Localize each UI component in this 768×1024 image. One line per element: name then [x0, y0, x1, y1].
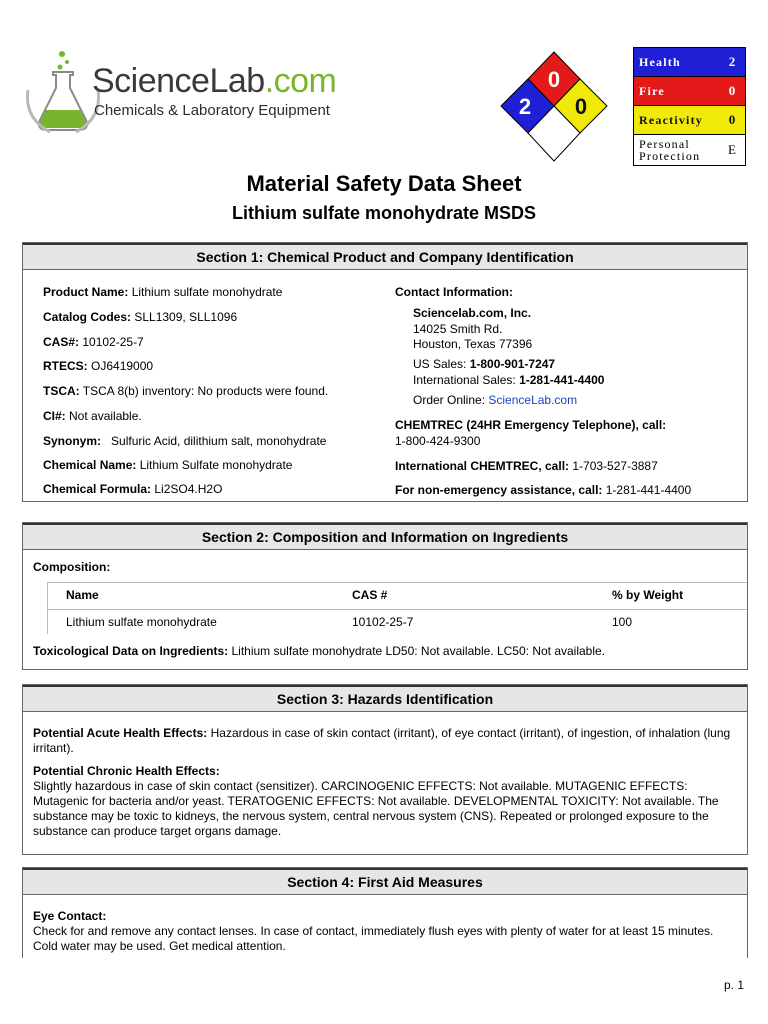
field-key: Product Name:	[43, 285, 129, 299]
field-value: 10102-25-7	[79, 335, 144, 349]
chronic-effects-label	[33, 764, 735, 779]
contact-label-text: Contact Information:	[395, 285, 513, 299]
field-key: Synonym:	[43, 434, 102, 448]
field-value: TSCA 8(b) inventory: No products were found.	[79, 384, 329, 398]
hazard-label-line2: Protection	[639, 149, 701, 163]
acute-effects-label: Potential Acute Health Effects:	[33, 726, 208, 740]
intl-sales	[413, 373, 604, 388]
hazard-label	[634, 138, 719, 162]
field-key: Catalog Codes:	[43, 310, 132, 324]
hazard-label: Reactivity	[639, 113, 703, 127]
field-key: TSCA:	[43, 384, 80, 398]
nfpa-diamond	[498, 50, 610, 164]
field-tsca	[43, 384, 328, 399]
document-subtitle: Lithium sulfate monohydrate MSDS	[231, 203, 537, 223]
order-online-label: Order Online:	[413, 393, 489, 407]
hazard-value: 0	[728, 83, 736, 98]
table-header-name: Name	[66, 588, 99, 602]
composition-label	[33, 560, 110, 575]
section-1	[22, 242, 748, 502]
field-ci	[43, 409, 142, 424]
section-3	[22, 684, 748, 855]
section-header: Section 3: Hazards Identification	[23, 685, 747, 712]
chronic-effects-label-text: Potential Chronic Health Effects:	[33, 764, 220, 778]
field-product-name	[43, 285, 282, 300]
hazard-label: Fire	[639, 84, 665, 98]
field-value: Lithium sulfate monohydrate	[128, 285, 283, 299]
field-key: RTECS:	[43, 359, 88, 373]
logo-brand-lab: Lab	[209, 62, 265, 100]
field-synonym	[43, 434, 326, 449]
order-online	[413, 393, 577, 408]
hazard-value: E	[728, 142, 736, 157]
field-chemical-name	[43, 458, 292, 473]
field-value: Not available.	[65, 409, 142, 423]
us-sales-phone: 1-800-901-7247	[469, 357, 556, 371]
hazard-row-personal-protection	[634, 135, 745, 165]
order-online-link[interactable]: ScienceLab.com	[488, 393, 578, 407]
field-value: Lithium Sulfate monohydrate	[136, 458, 293, 472]
logo-brand-text	[92, 62, 336, 100]
field-chemical-formula	[43, 482, 222, 497]
logo-tagline: Chemicals & Laboratory Equipment	[94, 102, 330, 119]
field-cas	[43, 335, 144, 350]
us-sales	[413, 357, 555, 372]
nfpa-reactivity-value: 0	[574, 94, 588, 119]
hazard-value: 2	[728, 54, 736, 69]
table-header-weight: % by Weight	[612, 588, 684, 602]
page-number: p. 1	[723, 978, 744, 992]
company-name-text: Sciencelab.com, Inc.	[413, 306, 532, 320]
intl-sales-phone: 1-281-441-4400	[519, 373, 605, 387]
composition-table	[47, 582, 747, 634]
company-address-line1: 14025 Smith Rd.	[413, 322, 503, 336]
field-rtecs	[43, 359, 153, 374]
hazard-row-health	[634, 48, 745, 77]
company-address-line2: Houston, Texas 77396	[413, 337, 533, 351]
section-header: Section 4: First Aid Measures	[23, 868, 747, 895]
document-title: Material Safety Data Sheet	[246, 171, 522, 196]
field-key: Chemical Formula:	[43, 482, 152, 496]
chemtrec-label-text: CHEMTREC (24HR Emergency Telephone), call:	[395, 418, 667, 432]
field-key: Chemical Name:	[43, 458, 137, 472]
intl-chemtrec-phone: 1-703-527-3887	[569, 459, 658, 473]
contact-label	[395, 285, 513, 300]
company-name	[413, 306, 531, 321]
tox-data	[33, 644, 605, 659]
flask-icon	[27, 51, 98, 132]
us-sales-label: US Sales:	[413, 357, 470, 371]
section-2	[22, 522, 748, 670]
acute-effects	[33, 726, 735, 756]
table-cell-cas: 10102-25-7	[352, 615, 414, 629]
field-key: CI#:	[43, 409, 66, 423]
composition-label-text: Composition:	[33, 560, 111, 574]
chemtrec-label	[395, 418, 666, 433]
chemtrec-phone: 1-800-424-9300	[395, 434, 481, 448]
intl-chemtrec-label: International CHEMTREC, call:	[395, 459, 570, 473]
nfpa-fire-value: 0	[547, 67, 561, 92]
hazard-label: Health	[639, 55, 681, 69]
hazard-label-line1: Personal	[639, 137, 690, 151]
eye-contact-label	[33, 909, 735, 924]
field-key: CAS#:	[43, 335, 80, 349]
table-header-cas: CAS #	[352, 588, 388, 602]
section-header: Section 1: Chemical Product and Company Identification	[23, 243, 747, 270]
section-header: Section 2: Composition and Information on Ingredients	[23, 523, 747, 550]
table-row	[47, 610, 747, 634]
nonemergency-phone: 1-281-441-4400	[602, 483, 692, 497]
table-cell-name: Lithium sulfate monohydrate	[66, 615, 217, 629]
acute-effects-text: Hazardous in case of skin contact (irritant), of eye contact (irritant), of ingestion, of inhalation (lung irritant).	[33, 726, 731, 755]
field-value: SLL1309, SLL1096	[131, 310, 238, 324]
nfpa-health-value: 2	[518, 94, 532, 119]
hazard-row-reactivity	[634, 106, 745, 135]
hazard-rating-table	[633, 47, 746, 166]
hazard-row-fire	[634, 77, 745, 106]
field-value: Sulfuric Acid, dilithium salt, monohydrate	[101, 434, 327, 448]
nonemergency	[395, 483, 691, 498]
table-cell-weight: 100	[612, 615, 633, 629]
field-value: OJ6419000	[87, 359, 154, 373]
section-4	[22, 867, 748, 958]
tox-data-text: Lithium sulfate monohydrate LD50: Not available. LC50: Not available.	[228, 644, 606, 658]
intl-chemtrec	[395, 459, 658, 474]
intl-sales-label: International Sales:	[413, 373, 520, 387]
hazard-value: 0	[728, 112, 736, 127]
eye-contact-label-text: Eye Contact:	[33, 909, 107, 923]
table-header-row	[47, 582, 747, 610]
field-value: Li2SO4.H2O	[151, 482, 223, 496]
logo-brand-dotcom: .com	[264, 62, 337, 100]
nonemergency-label: For non-emergency assistance, call:	[395, 483, 603, 497]
eye-contact-text: Check for and remove any contact lenses. In case of contact, immediately flush eyes with plenty of water for at least 15 minutes. Cold water may be used. Get medical attention.	[33, 924, 714, 953]
logo-brand-science: Science	[92, 62, 210, 100]
chronic-effects-text: Slightly hazardous in case of skin contact (sensitizer). CARCINOGENIC EFFECTS: Not available. MUTAGENIC EFFECTS: Mutagenic for bacteria and/or yeast. TERATOGENIC EFFECTS: Not available. DEVELOPMENTAL TOXICITY: Not available. The substance may be toxic to kidneys, the nervous system, central nervous system (CNS). Repeated or prolonged exposure to the substance can produce target organs damage.	[33, 779, 719, 838]
tox-data-label: Toxicological Data on Ingredients:	[33, 644, 229, 658]
field-catalog-codes	[43, 310, 237, 325]
